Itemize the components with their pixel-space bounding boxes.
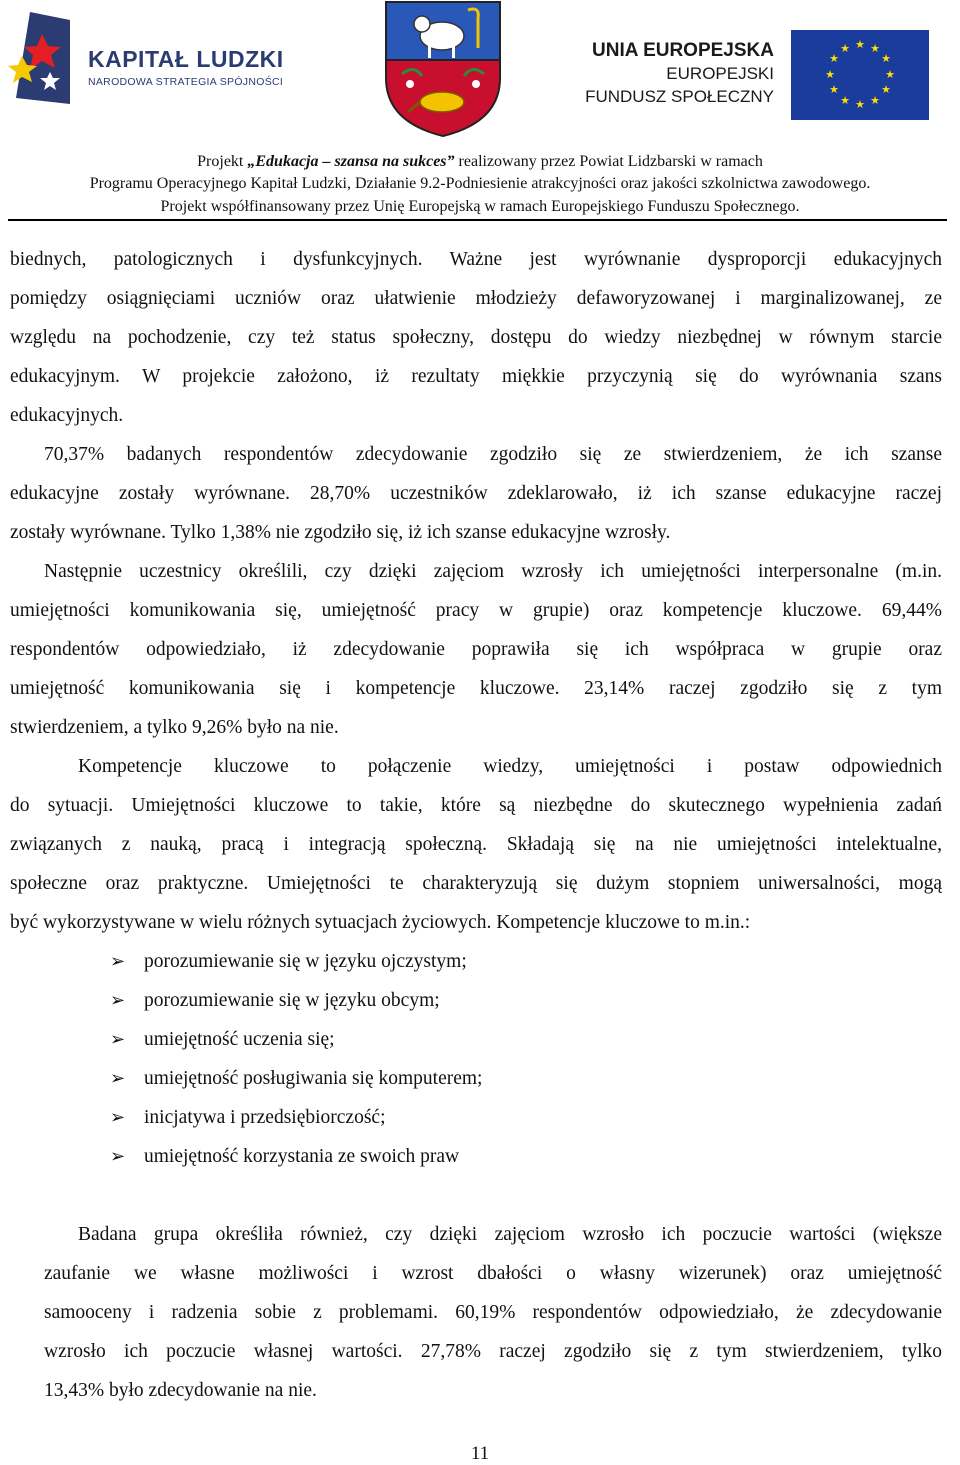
paragraph-4-line-1: Kompetencje kluczowe to połączenie wiedzy, umiejętności i postaw odpowiednich [78, 756, 942, 777]
svg-text:★: ★ [840, 94, 850, 107]
project-header-line2: Programu Operacyjnego Kapitał Ludzki, Działanie 9.2-Podniesienie atrakcyjności oraz jakości szkolnictwa zawodowego. [89, 175, 871, 192]
svg-text:★: ★ [881, 83, 891, 96]
project-header-line1 [0, 152, 960, 172]
key-competencies-list [110, 942, 482, 1176]
svg-text:★: ★ [870, 94, 880, 107]
paragraph-2-line-3: zostały wyrównane. Tylko 1,38% nie zgodziło się, iż ich szanse edukacyjne wzrosły. [10, 522, 671, 543]
list-item [110, 1059, 482, 1098]
paragraph-2-line-2: edukacyjne zostały wyrównane. 28,70% uczestników zdeklarowało, iż ich szanse edukacyjne raczej [10, 483, 942, 504]
svg-text:★: ★ [829, 52, 839, 65]
project-suffix: realizowany przez Powiat Lidzbarski w ramach [454, 153, 763, 170]
eu-line3: FUNDUSZ SPOŁECZNY [585, 87, 774, 106]
list-item-text: umiejętność posługiwania się komputerem; [144, 1068, 483, 1089]
paragraph-3-line-5: stwierdzeniem, a tylko 9,26% było na nie. [10, 717, 339, 738]
svg-text:★: ★ [870, 42, 880, 55]
paragraph-1-line-4: edukacyjnym. W projekcie założono, iż rezultaty miękkie przyczynią się do wyrównania szans [10, 366, 942, 387]
svg-text:★: ★ [855, 38, 865, 51]
list-item [110, 1137, 482, 1176]
arrow-bullet-icon: ➢ [110, 1029, 126, 1050]
paragraph-2-line-1: 70,37% badanych respondentów zdecydowanie zgodziło się ze stwierdzeniem, że ich szanse [44, 444, 942, 465]
project-prefix: Projekt [197, 153, 248, 170]
arrow-bullet-icon: ➢ [110, 1146, 126, 1167]
arrow-bullet-icon: ➢ [110, 1107, 126, 1128]
svg-text:★: ★ [825, 68, 835, 81]
paragraph-3-line-3: respondentów odpowiedziało, iż zdecydowanie poprawiła się ich współpraca w grupie oraz [10, 639, 942, 660]
arrow-bullet-icon: ➢ [110, 1068, 126, 1089]
eu-line2: EUROPEJSKI [666, 64, 774, 83]
paragraph-1-line-1: biednych, patologicznych i dysfunkcyjnych. Ważne jest wyrównanie dysproporcji edukacyjnych [10, 249, 942, 270]
arrow-bullet-icon: ➢ [110, 951, 126, 972]
list-item-text: porozumiewanie się w języku obcym; [144, 990, 440, 1011]
header-divider [8, 219, 947, 221]
paragraph-5-line-3: samooceny i radzenia sobie z problemami. 60,19% respondentów odpowiedziało, że zdecydowanie [44, 1302, 942, 1323]
paragraph-1-line-2: pomiędzy osiągnięciami uczniów oraz ułatwienie młodzieży defaworyzowanej i marginalizowanej, ze [10, 288, 942, 309]
list-item [110, 1098, 482, 1137]
kapital-ludzki-emblem-icon [8, 12, 74, 108]
list-item-text: inicjatywa i przedsiębiorczość; [144, 1107, 386, 1128]
paragraph-3-line-4: umiejętność komunikowania się i kompetencje kluczowe. 23,14% raczej zgodziło się z tym [10, 678, 942, 699]
arrow-bullet-icon: ➢ [110, 990, 126, 1011]
eu-line1: UNIA EUROPEJSKA [592, 40, 774, 61]
paragraph-5-line-1: Badana grupa określiła również, czy dzięki zajęciom wzrosło ich poczucie wartości (większe [78, 1224, 942, 1245]
project-header-line3: Projekt współfinansowany przez Unię Europejską w ramach Europejskiego Funduszu Społecznego. [160, 198, 800, 215]
kapital-ludzki-logo [8, 10, 308, 110]
svg-text:★: ★ [840, 42, 850, 55]
list-item-text: porozumiewanie się w języku ojczystym; [144, 951, 467, 972]
paragraph-1-line-3: względu na pochodzenie, czy też status społeczny, dostępu do wiedzy niezbędnej w równym starcie [10, 327, 942, 348]
list-item [110, 981, 482, 1020]
kapital-ludzki-subtitle: NARODOWA STRATEGIA SPÓJNOŚCI [88, 76, 284, 88]
paragraph-4-line-3: związanych z nauką, pracą i integracją społeczną. Składają się na nie umiejętności intelektualne, [10, 834, 942, 855]
svg-text:★: ★ [885, 68, 895, 81]
list-item [110, 942, 482, 981]
eu-flag-icon [791, 30, 929, 120]
svg-text:★: ★ [829, 83, 839, 96]
kapital-ludzki-title: KAPITAŁ LUDZKI [88, 46, 284, 72]
paragraph-4-line-5: być wykorzystywane w wielu różnych sytuacjach życiowych. Kompetencje kluczowe to m.in.: [10, 912, 751, 933]
list-item-text: umiejętność korzystania ze swoich praw [144, 1146, 460, 1167]
paragraph-5-line-5: 13,43% było zdecydowanie na nie. [44, 1380, 317, 1401]
list-item-text: umiejętność uczenia się; [144, 1029, 335, 1050]
svg-text:★: ★ [855, 98, 865, 111]
list-item [110, 1020, 482, 1059]
paragraph-3-line-1: Następnie uczestnicy określili, czy dzięki zajęciom wzrosły ich umiejętności interpersonalne (m.in. [44, 561, 942, 582]
paragraph-5-line-2: zaufanie we własne możliwości i wzrost dbałości o własny wizerunek) oraz umiejętność [44, 1263, 942, 1284]
paragraph-3-line-2: umiejętności komunikowania się, umiejętność pracy w grupie) oraz kompetencje kluczowe. 69,44% [10, 600, 942, 621]
eu-logo [554, 18, 934, 128]
paragraph-5-line-4: wzrosło ich poczucie własnej wartości. 27,78% raczej zgodziło się z tym stwierdzeniem, tylko [44, 1341, 942, 1362]
project-name: „Edukacja – szansa na sukces” [247, 153, 455, 170]
page-number: 11 [470, 1443, 490, 1464]
paragraph-4-line-2: do sytuacji. Umiejętności kluczowe to takie, które są niezbędne do skutecznego wypełnienia zadań [10, 795, 942, 816]
svg-text:★: ★ [881, 52, 891, 65]
paragraph-4-line-4: społeczne oraz praktyczne. Umiejętności te charakteryzują się dużym stopniem uniwersalności, mogą [10, 873, 942, 894]
paragraph-1-line-5: edukacyjnych. [10, 405, 124, 426]
county-crest-logo [384, 0, 502, 138]
county-crest-icon [384, 0, 502, 138]
